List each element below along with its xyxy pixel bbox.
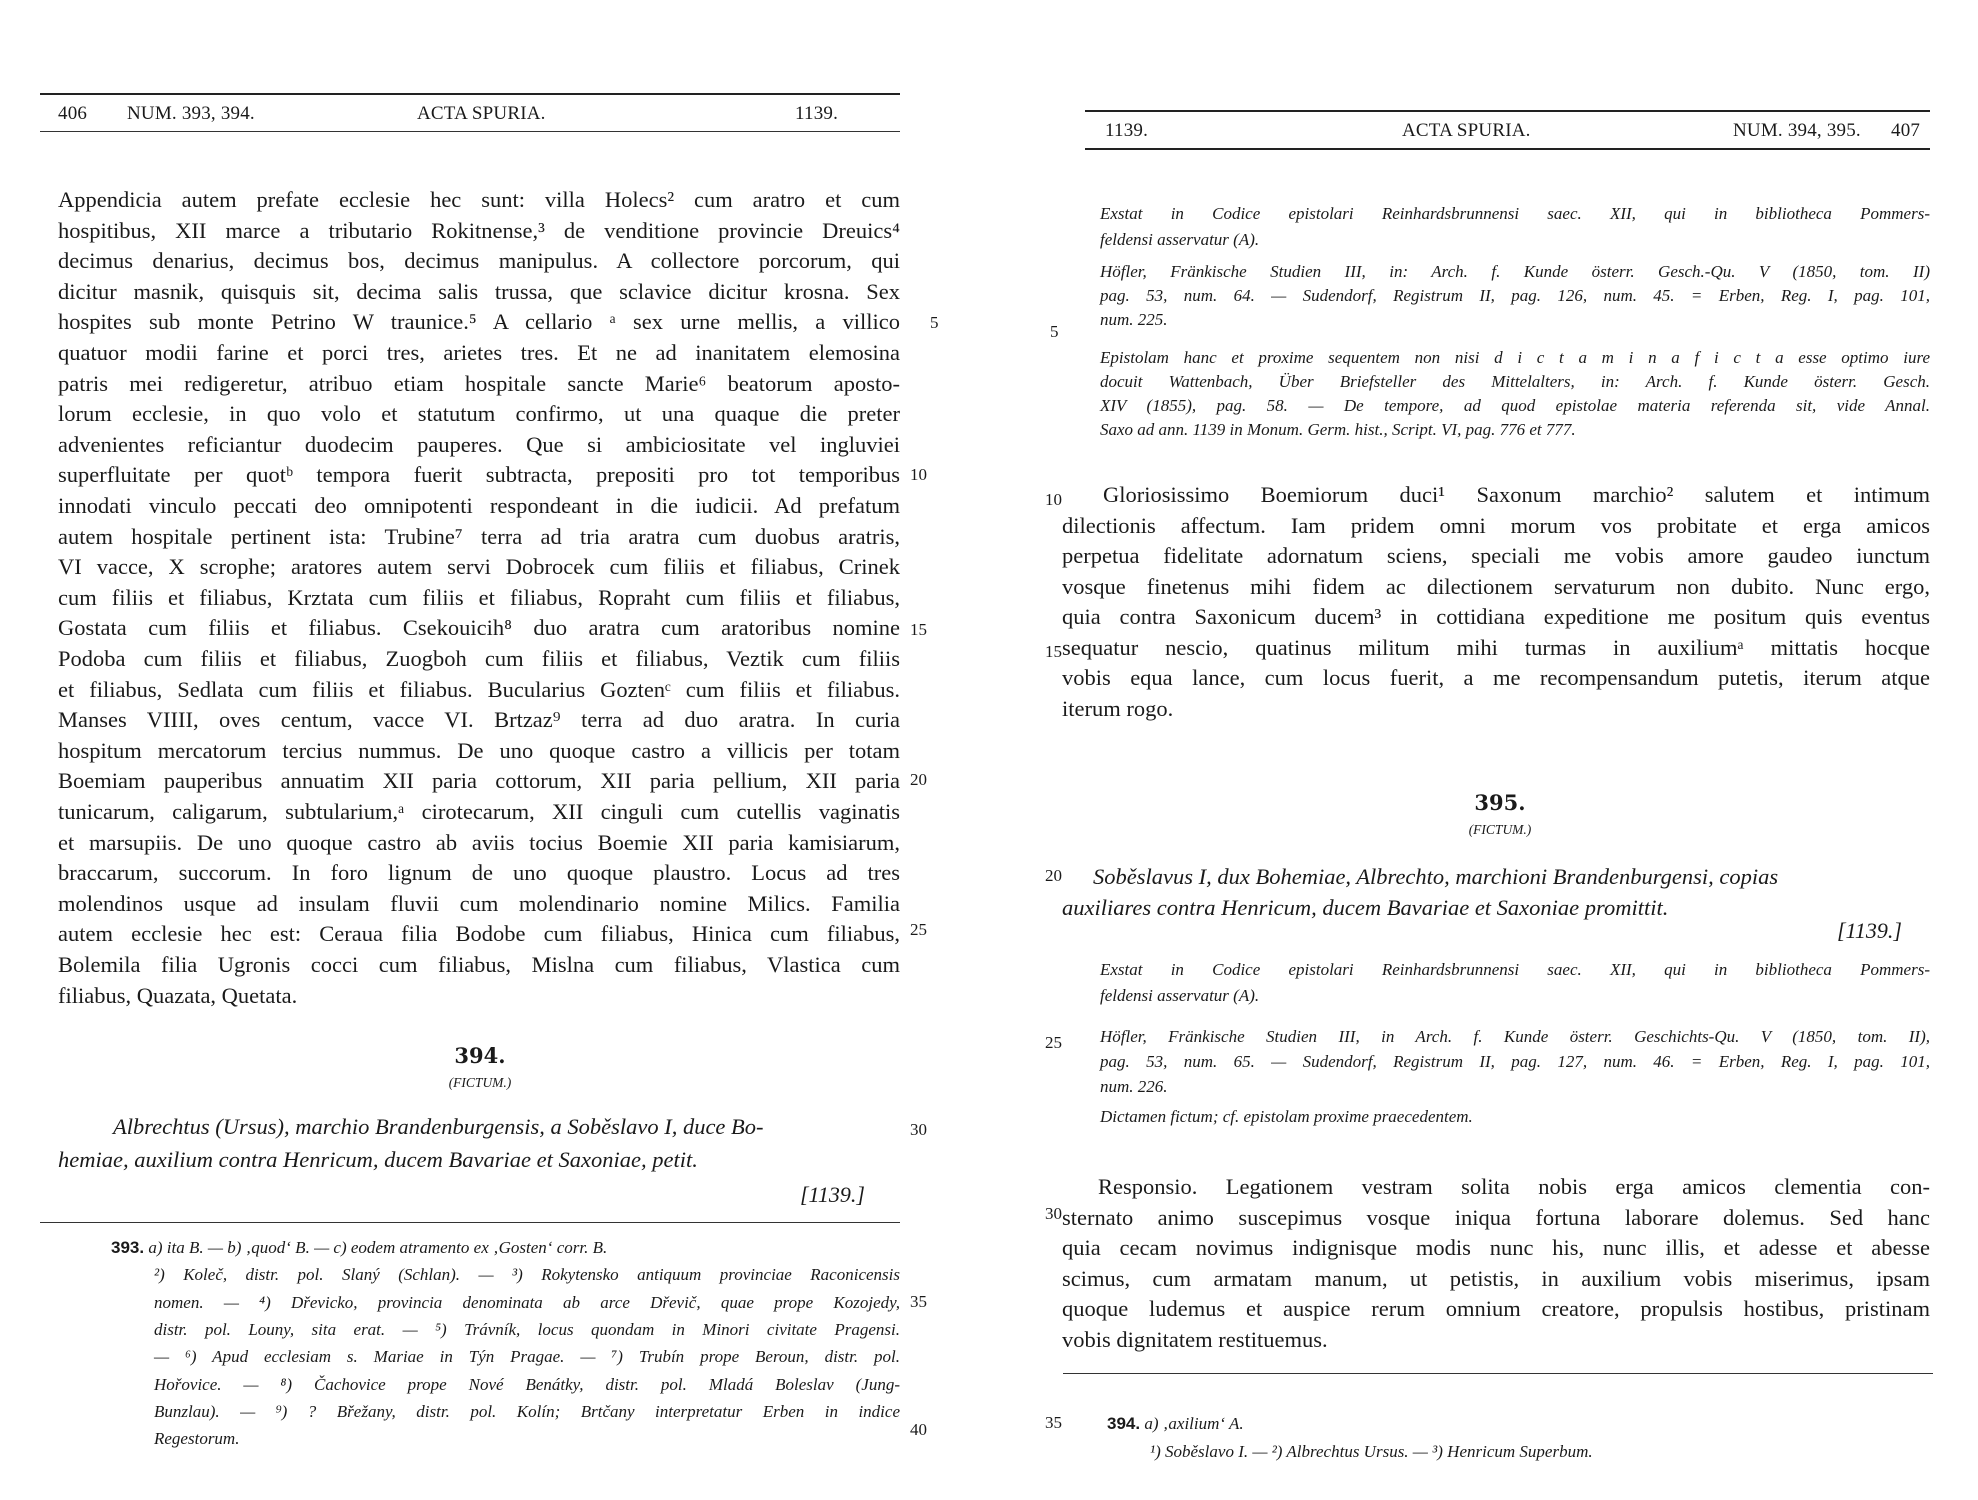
- line-number: 5: [1050, 322, 1059, 341]
- body-line: decimus denarius, decimus bos, decimus manipulus. A collectore porcorum, qui: [58, 248, 900, 274]
- body-line: autem ecclesie hec est: Ceraua filia Bodobe cum filiabus, Hinica cum filiabus,: [58, 921, 900, 947]
- doc395-summary-line: auxiliares contra Henricum, ducem Bavariae et Saxoniae promittit.: [1062, 895, 1669, 920]
- footnote-line: — ⁶) Apud ecclesiam s. Mariae in Týn Pragae. — ⁷) Trubín prope Beroun, distr. pol.: [154, 1347, 900, 1367]
- apparatus-line: feldensi asservatur (A).: [1100, 230, 1260, 249]
- body-line: et marsupiis. De uno quoque castro ab aviis tocius Boemie XII paria kamisiarum,: [58, 829, 900, 855]
- body-line: dilectionis affectum. Iam pridem omni morum vos probitate et erga amicos: [1062, 512, 1930, 538]
- body-line: vobis dignitatem restituemus.: [1062, 1326, 1328, 1352]
- body-line: lorum ecclesie, in quo volo et statutum confirmo, ut una quaque die preter: [58, 401, 900, 427]
- apparatus-line: pag. 53, num. 65. — Sudendorf, Registrum II, pag. 127, num. 46. = Erben, Reg. I, pag. 101,: [1100, 1052, 1930, 1071]
- body-line: Manses VIIII, oves centum, vacce VI. Brtzaz⁹ terra ad duo aratra. In curia: [58, 707, 900, 733]
- left-header-title: ACTA SPURIA.: [417, 103, 546, 124]
- doc395-summary-line: Soběslavus I, dux Bohemiae, Albrechto, marchioni Brandenburgensi, copias: [1093, 864, 1779, 889]
- body-line: dicitur masnik, quisquis sit, decima salis trussa, que sclavice dicitur krosna. Sex: [58, 278, 900, 304]
- header-bottom-rule: [1085, 148, 1930, 150]
- body-line: autem hospitale pertinent ista: Trubine⁷ terra ad tria aratra cum duobus aratris,: [58, 523, 900, 549]
- body-line: Gostata cum filiis et filiabus. Csekouicih⁸ duo aratra cum aratoribus nomine: [58, 615, 900, 641]
- body-line: sternato animo suscepimus vosque iniqua fortuna laborare dolemus. Sed hanc: [1062, 1204, 1930, 1230]
- left-header-year: 1139.: [795, 103, 839, 124]
- body-line: Podoba cum filiis et filiabus, Zuogboh cum filiis et filiabus, Veztik cum filiis: [58, 646, 900, 671]
- body-line: VI vacce, X scrophe; aratores autem servi Dobrocek cum filiis et filiabus, Crinek: [58, 554, 900, 580]
- footnote-line: 393. a) ita B. — b) ‚quod‘ B. — c) eodem atramento ex ‚Gosten‘ corr. B.: [111, 1238, 608, 1257]
- line-number: 15: [1045, 642, 1062, 661]
- header-top-rule: [1085, 110, 1930, 112]
- apparatus-line: XIV (1855), pag. 58. — De tempore, ad quod epistolae materia referenda sit, vide Annal.: [1100, 396, 1930, 415]
- body-line: vosque finetenus mihi fidem ac dilectionem servaturum non dubito. Nunc ergo,: [1062, 573, 1930, 599]
- body-line: Responsio. Legationem vestram solita nobis erga amicos clementia con-: [1098, 1174, 1930, 1199]
- line-number: 25: [910, 920, 927, 939]
- apparatus-line: num. 225.: [1100, 310, 1168, 329]
- body-line: advenientes reficiantur duodecim pauperes. Que si ambiciositate vel ingluviei: [58, 431, 900, 457]
- footnote-rule: [40, 1222, 900, 1223]
- body-line: Boemiam pauperibus annuatim XII paria cottorum, XII paria pellium, XII paria: [58, 768, 900, 794]
- apparatus-line: Höfler, Fränkische Studien III, in Arch. f. Kunde österr. Geschichts-Qu. V (1850, tom. II),: [1100, 1027, 1930, 1046]
- body-line: hospitum mercatorum tercius nummus. De uno quoque castro a villicis per totam: [58, 737, 900, 763]
- line-number: 35: [910, 1292, 927, 1311]
- line-number: 35: [1045, 1413, 1062, 1432]
- footnote-line: 394. a) ‚axilium‘ A.: [1107, 1414, 1244, 1433]
- body-line: quia contra Saxonicum ducem³ in cottidiana expeditione me positum quis eventus: [1062, 604, 1930, 629]
- footnote-line: ²) Koleč, distr. pol. Slaný (Schlan). — ³) Rokytensko antiquum provinciae Raconicensis: [154, 1265, 900, 1285]
- body-line: Appendicia autem prefate ecclesie hec sunt: villa Holecs² cum aratro et cum: [58, 187, 900, 212]
- left-page-number: 406: [58, 103, 88, 124]
- body-line: tunicarum, caligarum, subtularium,ᵃ cirotecarum, XII cinguli cum cutellis vaginatis: [58, 799, 900, 824]
- body-line: Gloriosissimo Boemiorum duci¹ Saxonum marchio² salutem et intimum: [1103, 482, 1930, 507]
- header-bottom-rule: [40, 131, 900, 132]
- doc394-summary-line: Albrechtus (Ursus), marchio Brandenburgensis, a Soběslavo I, duce Bo-: [113, 1114, 764, 1139]
- footnote-line: Bunzlau). — ⁹) ? Břežany, distr. pol. Kolín; Brtčany interpretatur Erben in indice: [154, 1401, 900, 1421]
- document-status-395: (FICTUM.): [1468, 822, 1532, 837]
- doc394-summary-line: hemiae, auxilium contra Henricum, ducem Bavariae et Saxoniae, petit.: [58, 1147, 698, 1172]
- footnote-line: Regestorum.: [154, 1429, 240, 1449]
- document-number-395: 395.: [1474, 790, 1526, 815]
- body-line: superfluitate per quotᵇ tempora fuerit subtracta, prepositi pro tot temporibus: [58, 462, 900, 488]
- body-line: quatuor modii farine et porci tres, arietes tres. Et ne ad inanitatem elemosina: [58, 340, 900, 365]
- body-line: quia cecam novimus indignisque modis nunc his, nunc illis, et adesse et abesse: [1062, 1235, 1930, 1260]
- line-number: 5: [930, 313, 939, 332]
- footnote-line: distr. pol. Louny, sita erat. — ⁵) Trávník, locus quondam in Minori civitate Pragensi.: [154, 1319, 900, 1339]
- apparatus-commentary: Dictamen fictum; cf. epistolam proxime praecedentem.: [1100, 1107, 1473, 1126]
- header-top-rule: [40, 93, 900, 95]
- body-line: patris mei redigeretur, atribuo etiam hospitale sancte Marie⁶ beatorum aposto-: [58, 370, 900, 396]
- doc394-date: [1139.]: [800, 1182, 865, 1207]
- body-line: hospites sub monte Petrino W traunice.⁵ A cellario ᵃ sex urne mellis, a villico: [58, 309, 900, 335]
- line-number: 15: [910, 620, 927, 639]
- apparatus-line: pag. 53, num. 64. — Sudendorf, Registrum II, pag. 126, num. 45. = Erben, Reg. I, pag. 101,: [1100, 286, 1930, 305]
- apparatus-line: Epistolam hanc et proxime sequentem non nisi d i c t a m i n a f i c t a esse optimo iure: [1100, 348, 1930, 367]
- right-page-number: 407: [1891, 120, 1921, 141]
- footnote-line: nomen. — ⁴) Dřevicko, provincia denominata ab arce Dřevič, quae prope Kozojedy,: [154, 1292, 900, 1312]
- footnote-rule: [1063, 1373, 1933, 1374]
- line-number: 25: [1045, 1033, 1062, 1052]
- footnote-label-393: 393.: [111, 1238, 145, 1257]
- right-page: [1000, 0, 1978, 1500]
- body-line: vobis equa lance, cum locus fuerit, a me recompensandum putetis, iterum atque: [1062, 665, 1930, 690]
- body-line: iterum rogo.: [1062, 695, 1174, 721]
- footnote-label-394: 394.: [1107, 1414, 1141, 1433]
- apparatus-line: docuit Wattenbach, Über Briefsteller des Mittelalters, in: Arch. f. Kunde österr. Gesch.: [1100, 372, 1930, 391]
- doc395-date: [1139.]: [1837, 918, 1902, 943]
- body-line: perpetua fidelitate adornatum sciens, speciali me vobis amore gaudeo iunctum: [1062, 543, 1930, 568]
- body-line: molendinos usque ad insulam fluvii cum molendinario nomine Milics. Familia: [58, 890, 900, 916]
- apparatus-line: Exstat in Codice epistolari Reinhardsbrunnensi saec. XII, qui in bibliotheca Pommers-: [1100, 204, 1930, 223]
- body-line: braccarum, succorum. In foro lignum de uno quoque plaustro. Locus ad tres: [58, 860, 900, 886]
- apparatus-line: feldensi asservatur (A).: [1100, 986, 1260, 1005]
- left-page: [0, 0, 960, 1500]
- line-number: 30: [910, 1120, 927, 1139]
- apparatus-line: Höfler, Fränkische Studien III, in: Arch. f. Kunde österr. Gesch.-Qu. V (1850, tom. II): [1100, 262, 1930, 281]
- body-line: quoque ludemus et auspice rerum omnium creatore, propulsis hostibus, pristinam: [1062, 1296, 1930, 1321]
- body-line: innodati vinculo peccati deo omnipotenti respondeant in die iudicii. Ad prefatum: [58, 493, 900, 518]
- line-number: 30: [1045, 1204, 1062, 1223]
- apparatus-line: num. 226.: [1100, 1077, 1168, 1096]
- document-number-394: 394.: [454, 1043, 506, 1068]
- body-line: et filiabus, Sedlata cum filiis et filiabus. Bucularius Goztenᶜ cum filiis et filiabus.: [58, 676, 900, 702]
- line-number: 10: [910, 465, 927, 484]
- body-line: filiabus, Quazata, Quetata.: [58, 982, 298, 1008]
- body-line: scimus, cum armatam manum, ut petistis, in auxilium vobis miserimus, ipsam: [1062, 1265, 1930, 1291]
- right-header-numbers: NUM. 394, 395.: [1733, 120, 1861, 141]
- document-status-394: (FICTUM.): [448, 1075, 512, 1090]
- line-number: 40: [910, 1420, 927, 1439]
- right-header-title: ACTA SPURIA.: [1402, 120, 1531, 141]
- apparatus-line: Saxo ad ann. 1139 in Monum. Germ. hist., Script. VI, pag. 776 et 777.: [1100, 420, 1576, 439]
- left-header-numbers: NUM. 393, 394.: [127, 103, 255, 124]
- footnote-line: ¹) Soběslavo I. — ²) Albrechtus Ursus. — ³) Henricum Superbum.: [1150, 1442, 1593, 1461]
- body-line: Bolemila filia Ugronis cocci cum filiabus, Mislna cum filiabus, Vlastica cum: [58, 952, 900, 977]
- right-header-year: 1139.: [1105, 120, 1149, 141]
- footnote-line: Hořovice. — ⁸) Čachovice prope Nové Benátky, distr. pol. Mladá Boleslav (Jung-: [154, 1374, 900, 1394]
- apparatus-line: Exstat in Codice epistolari Reinhardsbrunnensi saec. XII, qui in bibliotheca Pommers-: [1100, 960, 1930, 979]
- body-line: cum filiis et filiabus, Krztata cum filiis et filiabus, Ropraht cum filiis et filiabus,: [58, 584, 900, 610]
- body-line: sequatur nescio, quatinus militum mihi turmas in auxiliumᵃ mittatis hocque: [1062, 634, 1930, 660]
- line-number: 20: [1045, 866, 1062, 885]
- body-line: hospitibus, XII marce a tributario Rokitnense,³ de venditione provincie Dreuics⁴: [58, 217, 900, 243]
- line-number: 10: [1045, 490, 1062, 509]
- line-number: 20: [910, 770, 927, 789]
